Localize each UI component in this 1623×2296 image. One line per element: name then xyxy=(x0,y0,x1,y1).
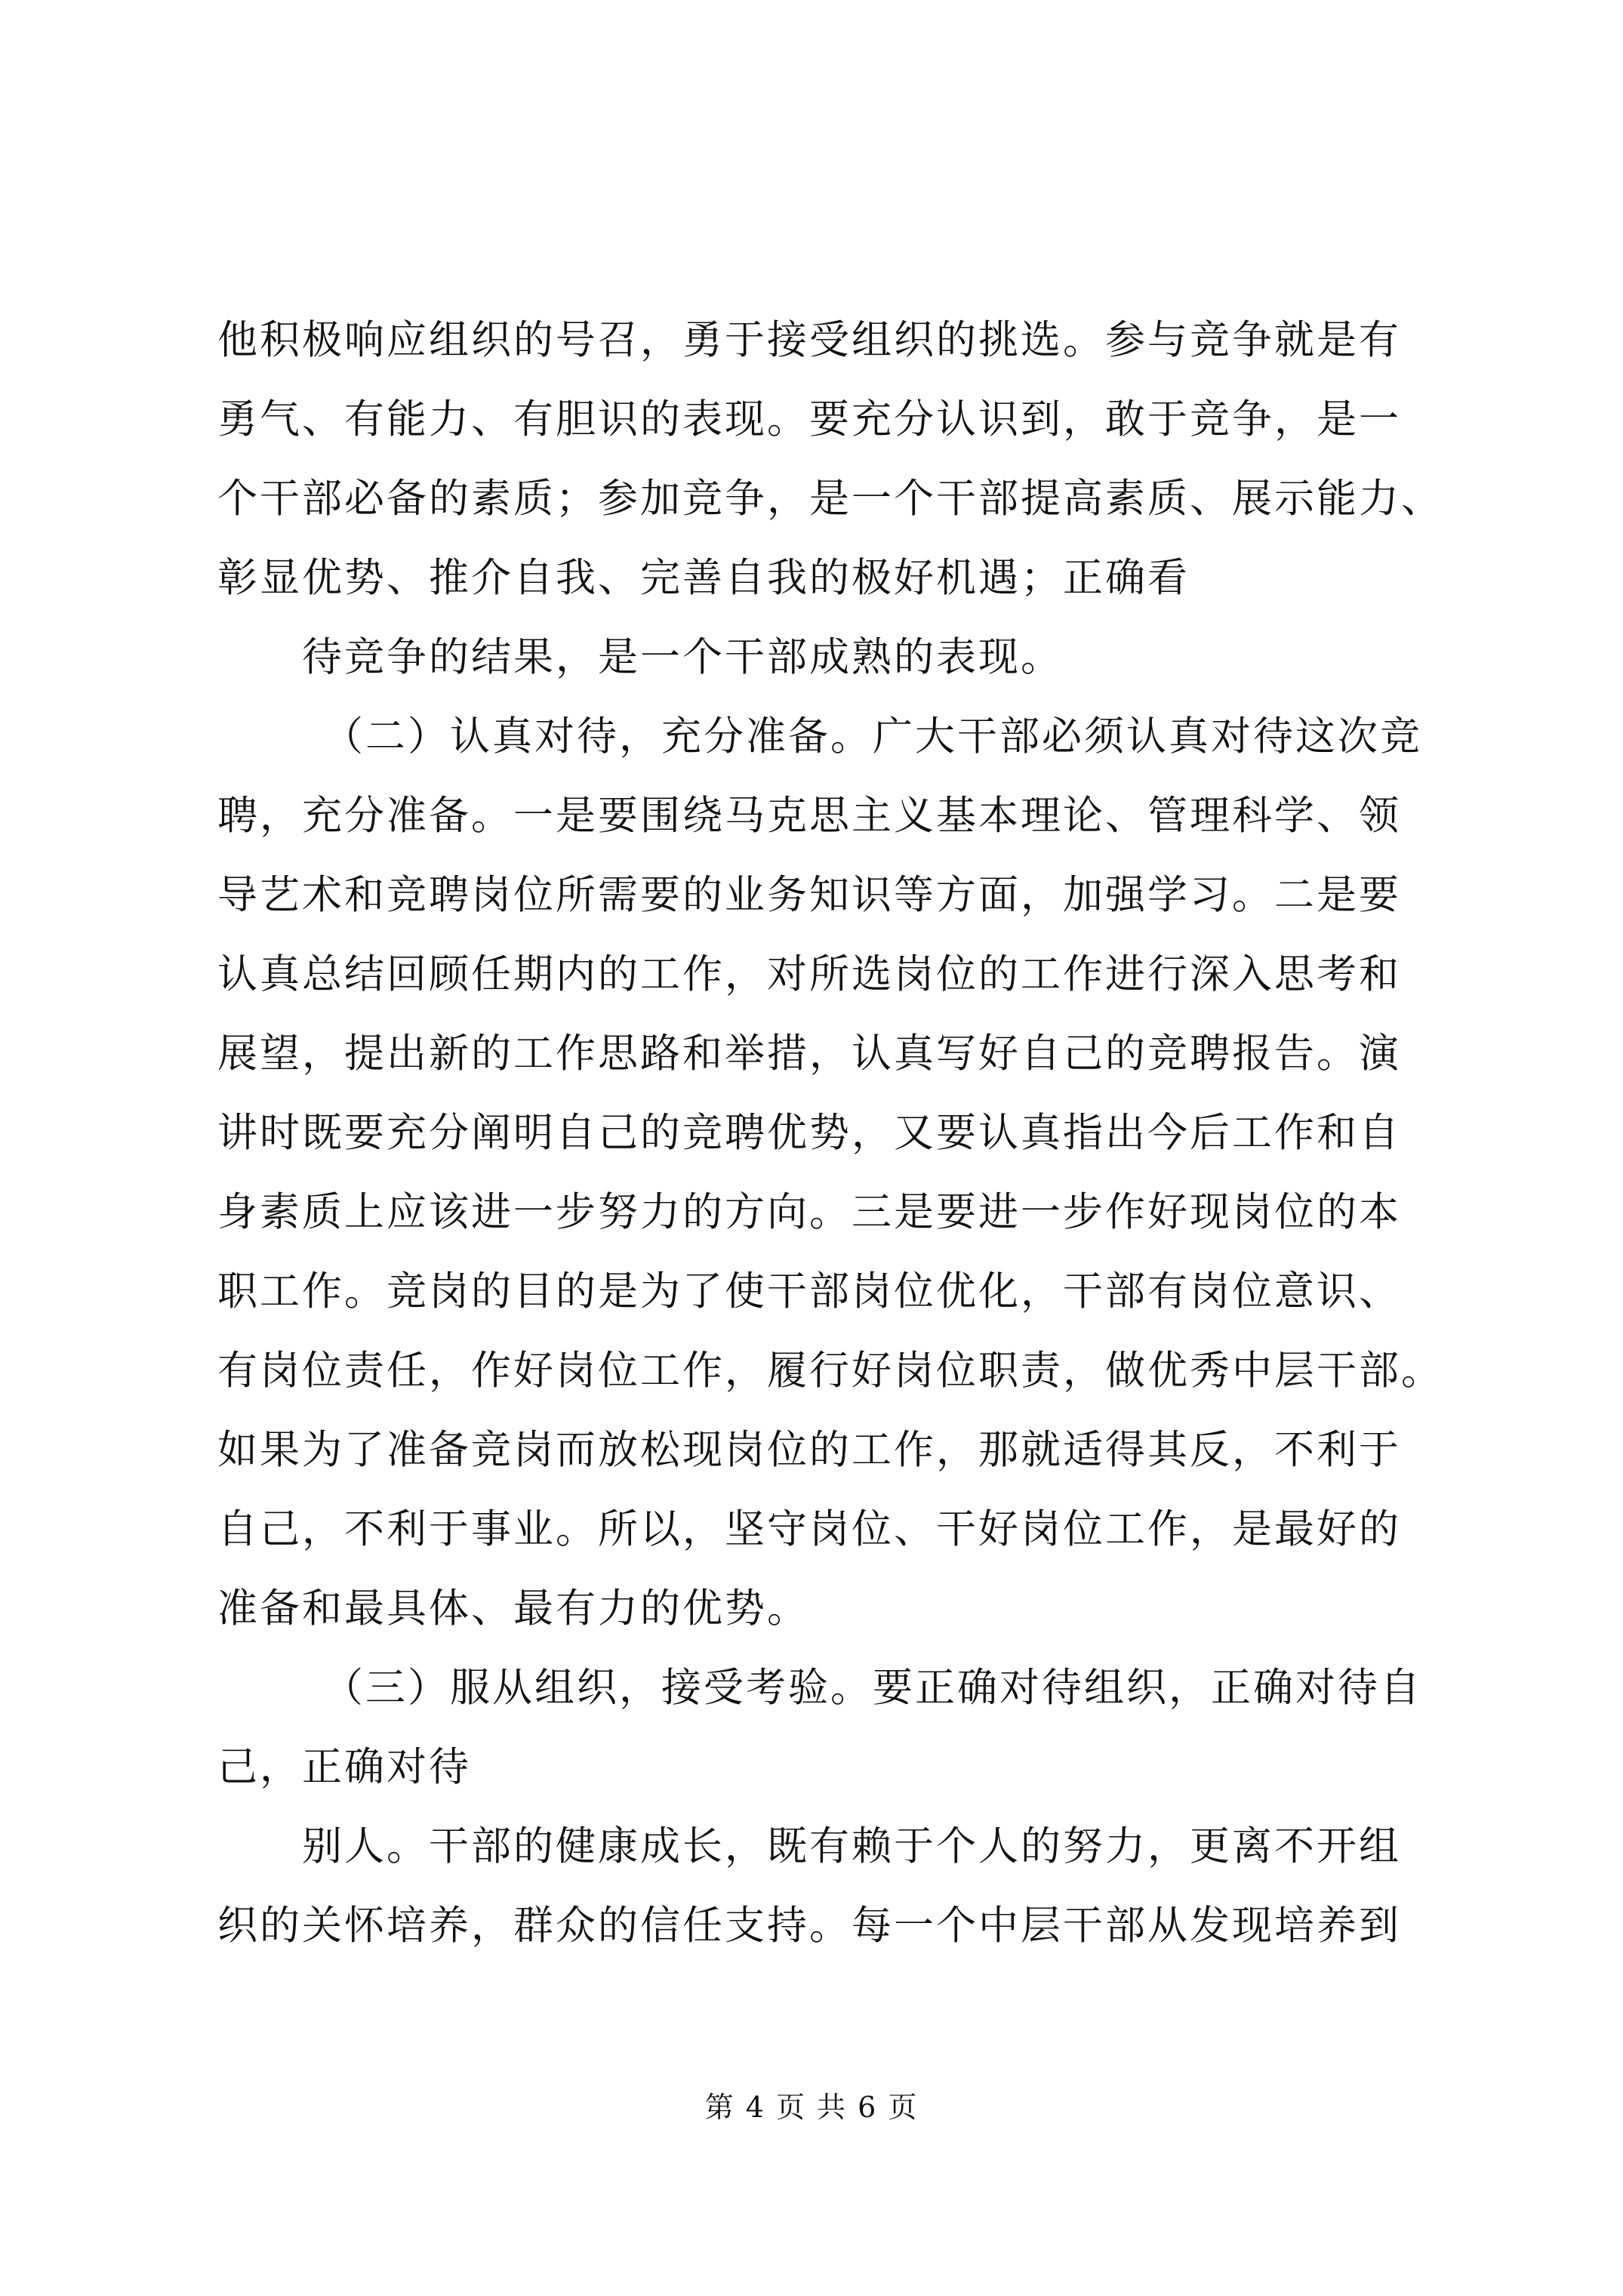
text-line: 自己，不利于事业。所以，坚守岗位、干好岗位工作，是最好的 xyxy=(217,1506,1401,1552)
text-line: 身素质上应该进一步努力的方向。三是要进一步作好现岗位的本 xyxy=(217,1189,1401,1235)
text-line: 勇气、有能力、有胆识的表现。要充分认识到，敢于竞争，是一 xyxy=(217,396,1401,442)
text-line: 聘，充分准备。一是要围绕马克思主义基本理论、管理科学、领 xyxy=(217,793,1401,839)
text-line: 待竞争的结果，是一个干部成熟的表现。 xyxy=(302,634,1063,680)
text-line: 讲时既要充分阐明自己的竞聘优势，又要认真指出今后工作和自 xyxy=(217,1110,1401,1156)
text-line: 织的关怀培养，群众的信任支持。每一个中层干部从发现培养到 xyxy=(217,1903,1401,1949)
page-number-footer: 第 4 页 共 6 页 xyxy=(704,2091,919,2124)
text-line: 职工作。竞岗的目的是为了使干部岗位优化，干部有岗位意识、 xyxy=(217,1268,1401,1314)
text-line: 认真总结回顾任期内的工作，对所选岗位的工作进行深入思考和 xyxy=(217,951,1401,997)
text-line: 有岗位责任，作好岗位工作，履行好岗位职责，做优秀中层干部。 xyxy=(217,1348,1443,1394)
text-line: 准备和最具体、最有力的优势。 xyxy=(217,1586,809,1632)
section-heading-line: （二）认真对待，充分准备。广大干部必须认真对待这次竞 xyxy=(323,713,1422,760)
body-text xyxy=(217,300,1443,1965)
text-line: 己，正确对待 xyxy=(217,1744,471,1790)
text-line: 个干部必备的素质；参加竞争，是一个干部提高素质、展示能力、 xyxy=(217,476,1443,522)
section-heading-line: （三）服从组织，接受考验。要正确对待组织，正确对待自 xyxy=(323,1665,1422,1711)
text-line: 别人。干部的健康成长，既有赖于个人的努力，更离不开组 xyxy=(302,1823,1401,1869)
text-line: 他积极响应组织的号召，勇于接受组织的挑选。参与竞争就是有 xyxy=(217,317,1401,363)
text-line: 展望，提出新的工作思路和举措，认真写好自己的竞聘报告。演 xyxy=(217,1031,1401,1077)
text-line: 如果为了准备竞岗而放松现岗位的工作，那就适得其反，不利于 xyxy=(217,1427,1401,1473)
text-line: 彰显优势、推介自我、完善自我的极好机遇；正确看 xyxy=(217,555,1190,601)
text-line: 导艺术和竞聘岗位所需要的业务知识等方面，加强学习。二是要 xyxy=(217,872,1401,918)
